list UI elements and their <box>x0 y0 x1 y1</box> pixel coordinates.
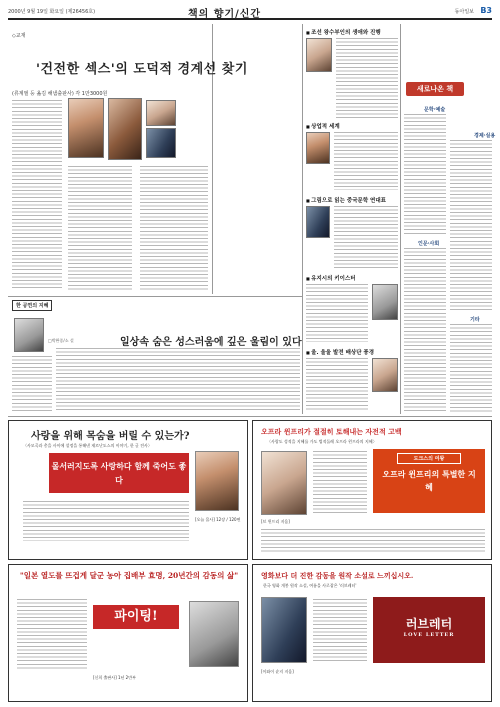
column-divider <box>400 24 401 414</box>
ad-headline: "일본 열도를 뜨겁게 달군 농아 집배부 효명, 20년간의 감동의 삶" <box>19 571 239 580</box>
ad-banner-sub: LOVE LETTER <box>403 632 455 638</box>
book-cover <box>372 284 398 320</box>
new-books-list <box>404 248 446 412</box>
ad-banner <box>373 449 485 513</box>
article-photo <box>108 98 142 160</box>
article-body-text <box>140 166 208 290</box>
category-head: 문학·예술 <box>424 107 446 113</box>
category-head: 경제·실용 <box>474 133 496 139</box>
new-books-list <box>450 140 492 310</box>
new-books-list <box>450 324 492 412</box>
ad-body-text <box>313 451 367 513</box>
ad-body-text <box>261 529 485 553</box>
ad-book-3[interactable] <box>8 564 248 702</box>
new-books-list <box>404 114 446 234</box>
book-cover <box>306 206 330 238</box>
new-books-badge: 새로나온 책 <box>406 82 464 96</box>
article-source: (류계필 등 옮김 해냄출판사) 각 1만3000원 <box>12 91 108 97</box>
article-photo <box>146 128 176 158</box>
ad-headline: 오프라 윈프리가 절절히 토해내는 자전적 고백 <box>261 427 402 436</box>
ad-book-info: [이와이 슌지 지음] <box>261 669 294 674</box>
book-cover <box>306 38 332 72</box>
second-article-body <box>56 348 300 412</box>
book-cover <box>372 358 398 392</box>
ad-subline: 〈사랑도 성적을 지혜를 가도 법적둘레 오프라 윈프라의 지혜〉 <box>267 439 377 444</box>
columnist-name: □박완종/소 설 <box>48 338 74 343</box>
ad-banner-main: 러브레터 <box>405 617 453 631</box>
ad-book-1[interactable] <box>8 420 248 560</box>
review-text <box>306 284 368 342</box>
ad-book-2[interactable] <box>252 420 492 560</box>
ad-book-cover <box>261 597 307 663</box>
review-text <box>334 132 398 190</box>
ad-book-info: [오늘 몰사] 12장 / 120면 <box>195 517 241 522</box>
ad-subline: 〈사모곡과 총을 사이에 설정을 통해낸 제르난도스의 이야기, 한 글 전사〉 <box>23 443 152 448</box>
ad-body-text <box>313 599 367 661</box>
review-head: ■ 울. 울울 발전 배상단 풍경 <box>306 348 374 356</box>
column-body-text <box>12 356 52 412</box>
ad-banner: 몰서러지도록 사랑하다 함께 죽어도 좋다 <box>49 453 189 493</box>
column-label: 한 공연의 지혜 <box>12 300 52 311</box>
review-text <box>334 206 398 268</box>
review-text <box>306 358 368 412</box>
article-body-text <box>12 100 62 290</box>
column-divider <box>302 24 303 414</box>
article-body-text <box>68 166 132 290</box>
page-number: B3 <box>480 6 492 15</box>
ad-book-cover <box>195 451 239 511</box>
article-kicker: ◇교재 <box>12 33 26 39</box>
category-head: 인문·사회 <box>418 241 440 247</box>
ad-banner-top: 도크스의 여왕 <box>397 453 461 464</box>
category-head: 기타 <box>470 317 480 323</box>
review-head: ■ 그림으로 읽는 중국문학 연대표 <box>306 196 386 204</box>
section-divider <box>8 296 302 297</box>
review-text <box>336 38 398 118</box>
paper-name: 동아일보 <box>454 9 474 15</box>
ad-banner: 파이팅! <box>93 605 179 629</box>
ad-subline: 한국 영화 개봉 원작 소설, 여름을 사로잡은 '러브레터' <box>263 583 357 588</box>
ad-body-text <box>17 599 87 669</box>
second-article-title: 일상속 숨은 성스러움에 깊은 울림이 있다 <box>120 337 302 348</box>
page-header <box>8 4 492 20</box>
review-head: ■ 조선 왕수부인의 생애와 진행 <box>306 28 381 36</box>
ad-headline: 영화보다 더 진한 감동을 원작 소설로 느끼십시오. <box>261 571 414 580</box>
issue-date: 2000년 9월 19일 화요일 (제26456호) <box>8 9 96 15</box>
ad-book-cover <box>261 451 307 515</box>
ad-banner <box>373 597 485 663</box>
main-article-title: '건전한 섹스'의 도덕적 경계선 찾기 <box>36 62 248 77</box>
ad-banner-main: 오프라 윈프리의 특별한 지혜 <box>382 469 476 492</box>
section-title: 책의 향기/신간 <box>188 9 262 20</box>
book-cover <box>306 132 330 164</box>
review-head: ■ 유지시의 키이스터 <box>306 274 356 282</box>
ad-body-text <box>23 501 189 541</box>
ad-book-info: [신희 출판사] 1년 2만부 <box>93 675 136 680</box>
review-head: ■ 상업적 세계 <box>306 122 340 130</box>
ad-book-cover <box>189 601 239 667</box>
ad-book-4[interactable] <box>252 564 492 702</box>
ads-divider <box>8 416 492 417</box>
ad-book-info: [브 윈프리 지음] <box>261 519 290 524</box>
article-photo <box>146 100 176 126</box>
columnist-photo <box>14 318 44 352</box>
ad-headline: 사랑을 위해 목숨을 버릴 수 있는가? <box>31 431 190 442</box>
article-photo <box>68 98 104 158</box>
